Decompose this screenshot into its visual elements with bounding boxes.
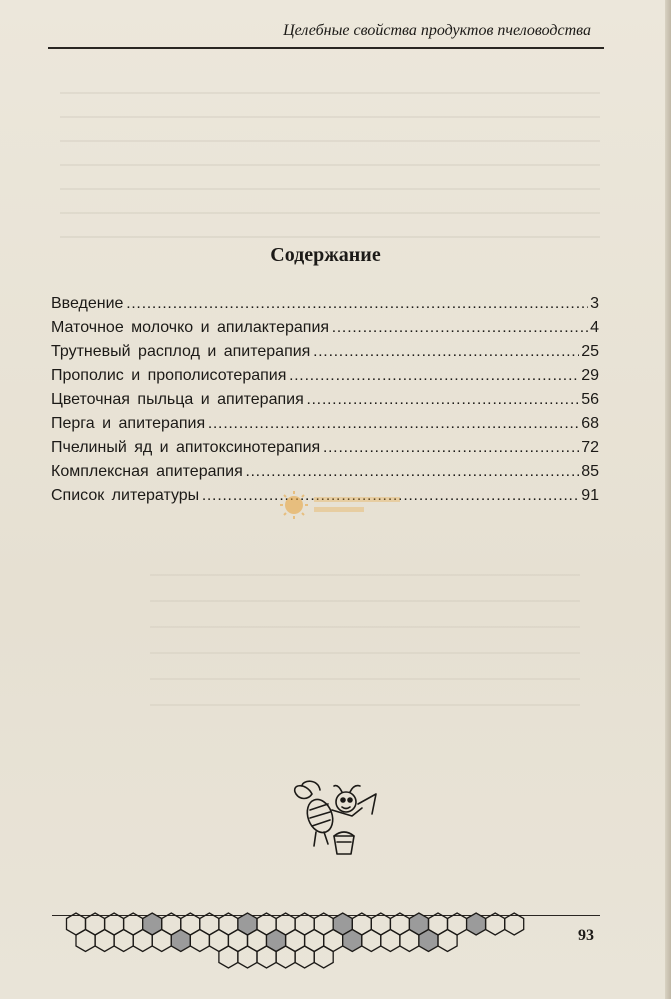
toc-entry-page: 29 [581,367,599,384]
honeycomb-cell [95,930,114,952]
toc-entry-page: 68 [581,415,599,432]
toc-dot-leader [312,343,579,361]
honeycomb-cell [133,930,152,952]
honeycomb-cell [114,930,133,952]
bee-with-bucket-icon [288,780,383,860]
honeycomb-cell [400,930,419,952]
running-header: Целебные свойства продуктов пчеловодства [283,22,591,39]
toc-entry-label: Пчелиный яд и апитоксинотерапия [51,439,321,456]
toc-entry-page: 91 [581,487,599,504]
toc-list [51,295,599,511]
honeycomb-cell [381,930,400,952]
show-through-shadow-lower [150,560,580,710]
honeycomb-cell [276,946,295,968]
toc-dot-leader [288,367,579,385]
toc-entry-label: Цветочная пыльца и апитерапия [51,391,304,408]
toc-entry[interactable] [51,415,599,439]
honeycomb-cell [362,930,381,952]
honeycomb-cell [238,946,257,968]
page-number: 93 [578,927,594,944]
toc-dot-leader [245,463,579,481]
honeycomb-cell [438,930,457,952]
toc-entry-page: 4 [590,319,599,336]
honeycomb-cell [343,930,362,952]
toc-dot-leader [331,319,588,337]
honeycomb-cell [171,930,190,952]
toc-entry[interactable] [51,295,599,319]
toc-entry[interactable] [51,367,599,391]
toc-entry-label: Трутневый расплод и апитерапия [51,343,311,360]
page-edge [665,0,671,999]
toc-entry[interactable] [51,391,599,415]
toc-entry-label: Прополис и прополисотерапия [51,367,287,384]
toc-dot-leader [125,295,588,313]
toc-entry[interactable] [51,319,599,343]
honeycomb-cell [76,930,95,952]
honeycomb-cell [419,930,438,952]
honeycomb-cell [219,946,238,968]
toc-entry-page: 3 [590,295,599,312]
honeycomb-cell [152,930,171,952]
toc-entry-label: Перга и апитерапия [51,415,206,432]
toc-entry-label: Маточное молочко и апилактерапия [51,319,330,336]
honeycomb-cell [314,946,333,968]
honeycomb-cell [467,913,486,935]
toc-entry[interactable] [51,463,599,487]
toc-entry-page: 25 [581,343,599,360]
toc-dot-leader [306,391,579,409]
toc-entry-label: Введение [51,295,124,312]
toc-entry-page: 72 [581,439,599,456]
toc-title: Содержание [270,244,381,266]
toc-entry-page: 85 [581,463,599,480]
toc-entry-label: Список литературы [51,487,200,504]
toc-entry-page: 56 [581,391,599,408]
toc-dot-leader [207,415,579,433]
honeycomb-cell [295,946,314,968]
honeycomb-border-icon [64,912,584,974]
honeycomb-cell [257,946,276,968]
sun-stamp-icon [278,489,408,521]
header-rule [48,47,604,49]
toc-entry[interactable] [51,439,599,463]
show-through-shadow [60,78,600,238]
honeycomb-cell [505,913,524,935]
toc-dot-leader [322,439,579,457]
toc-entry-label: Комплексная апитерапия [51,463,243,480]
honeycomb-cell [190,930,209,952]
honeycomb-cell [486,913,505,935]
toc-entry[interactable] [51,343,599,367]
